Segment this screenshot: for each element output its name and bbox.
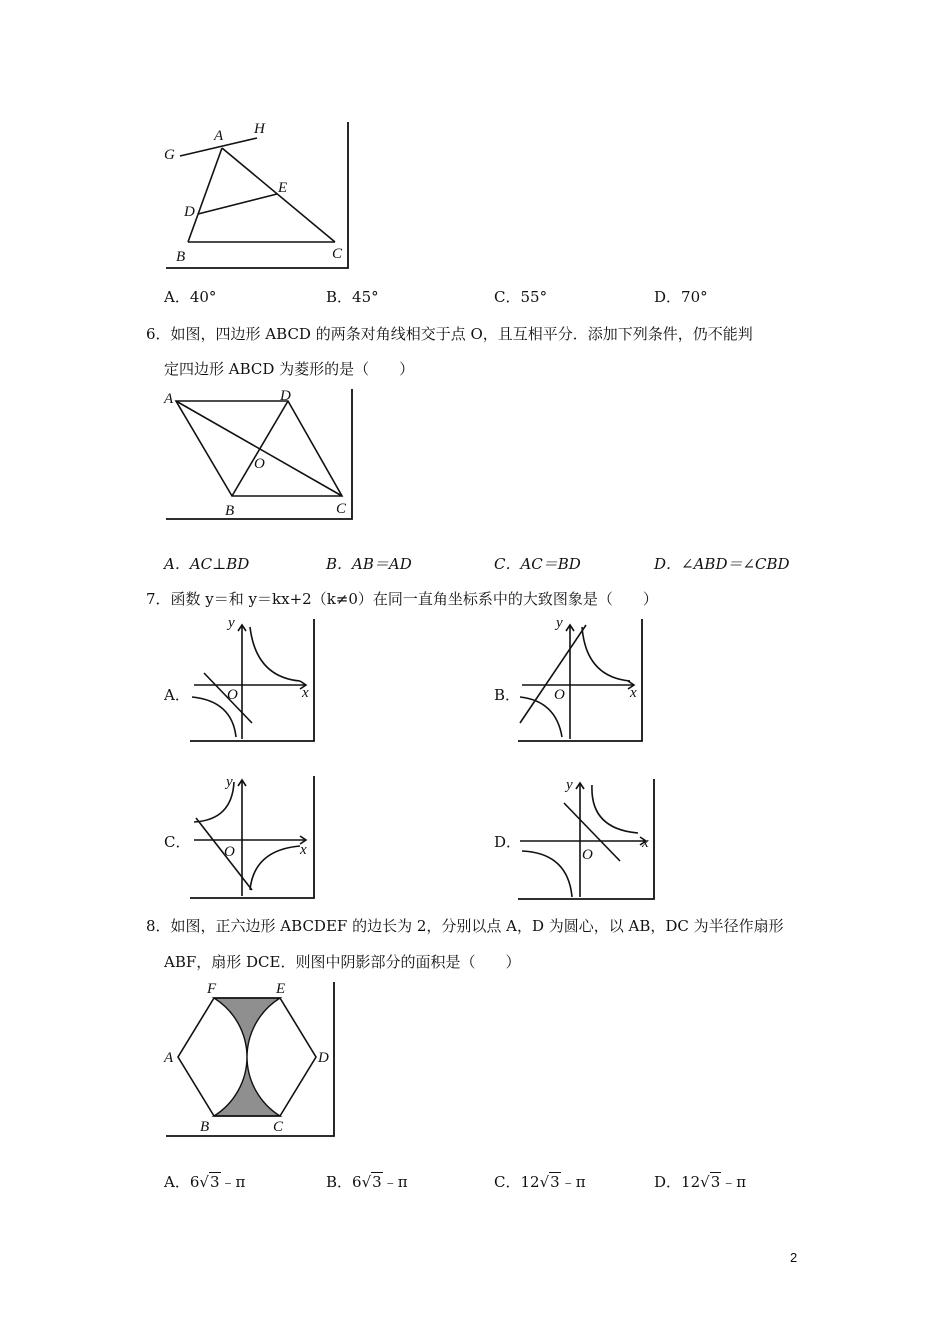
label-a: A: [214, 128, 224, 144]
q5-figure-frame: [166, 122, 348, 268]
q6-option-c[interactable]: C．AC＝BD: [494, 555, 581, 573]
diagonal-ac: [176, 401, 342, 496]
label-f: F: [207, 981, 217, 997]
q6-option-d[interactable]: D．∠ABD＝∠CBD: [654, 555, 790, 573]
q6-option-a[interactable]: A．AC⊥BD: [164, 555, 250, 573]
x-label: x: [642, 835, 649, 851]
label-e: E: [276, 981, 286, 997]
label-a: A: [164, 1050, 174, 1066]
y-label: y: [566, 777, 573, 793]
q5-option-c[interactable]: C．55°: [494, 288, 548, 306]
y-label: y: [226, 774, 233, 790]
origin-label: O: [227, 687, 238, 703]
q6-figure-frame: [166, 389, 352, 519]
q8-option-b[interactable]: [326, 1172, 408, 1192]
label-d: D: [184, 204, 195, 220]
q8-figure: [160, 978, 340, 1140]
sqrt-sign: √3: [700, 1173, 721, 1191]
q7-graph-d: [516, 775, 656, 905]
label-e: E: [278, 180, 288, 196]
label-d: D: [318, 1050, 329, 1066]
radicand: 3: [710, 1173, 721, 1191]
q7-option-b[interactable]: B．: [494, 686, 521, 704]
q8-option-a[interactable]: [164, 1172, 245, 1192]
label-o: O: [254, 456, 265, 472]
q5-figure: [160, 118, 360, 273]
q5-option-b[interactable]: B．45°: [326, 288, 379, 306]
q6-stem-line1: 6．如图，四边形 ABCD 的两条对角线相交于点 O，且互相平分．添加下列条件，仍不能判: [146, 325, 753, 343]
q7-stem-line1: 7．函数 y＝和 y＝kx+2（k≠0）在同一直角坐标系中的大致图象是（ ）: [146, 590, 658, 608]
label-g: G: [164, 147, 175, 163]
y-label: y: [228, 615, 235, 631]
radicand: 3: [372, 1173, 382, 1191]
label-c: C: [332, 246, 343, 262]
hyperbola: [192, 627, 300, 737]
hyperbola: [520, 627, 630, 737]
page-number: 2: [790, 1250, 798, 1265]
q7-graph-a: [188, 615, 318, 745]
line-de: [198, 194, 277, 214]
label-h: H: [254, 121, 265, 137]
option-prefix: D．12: [654, 1173, 701, 1191]
option-suffix: ﹣π: [220, 1173, 246, 1191]
option-prefix: B．6: [326, 1173, 362, 1191]
label-b: B: [176, 249, 186, 265]
q5-option-a[interactable]: A．40°: [164, 288, 217, 306]
q7-graph-b: [516, 615, 646, 745]
option-prefix: A．6: [164, 1173, 200, 1191]
radicand: 3: [550, 1173, 560, 1191]
diagonal-bd: [232, 401, 288, 496]
q6-stem-line2: 定四边形 ABCD 为菱形的是（ ）: [164, 360, 415, 378]
label-c: C: [336, 501, 347, 517]
q8-option-c[interactable]: [494, 1172, 586, 1192]
graph-frame: [518, 779, 654, 899]
q8-stem-line1: 8．如图，正六边形 ABCDEF 的边长为 2，分别以点 A，D 为圆心，以 AB，DC 为半径作扇形: [146, 917, 784, 935]
sqrt-sign: √3: [361, 1173, 382, 1191]
option-suffix: ﹣π: [382, 1173, 408, 1191]
label-a: A: [164, 391, 174, 407]
origin-label: O: [554, 687, 565, 703]
label-b: B: [225, 503, 235, 519]
origin-label: O: [582, 847, 593, 863]
line: [520, 625, 586, 723]
label-d: D: [280, 388, 291, 404]
q7-option-d[interactable]: D．: [494, 833, 522, 851]
y-label: y: [556, 615, 563, 631]
x-label: x: [300, 842, 307, 858]
q6-option-b[interactable]: B．AB＝AD: [326, 555, 412, 573]
q8-stem-line2: ABF，扇形 DCE．则图中阴影部分的面积是（ ）: [164, 953, 521, 971]
q6-figure: [160, 385, 360, 525]
x-label: x: [630, 685, 637, 701]
radicand: 3: [209, 1173, 220, 1191]
sqrt-sign: √3: [539, 1173, 560, 1191]
origin-label: O: [224, 844, 235, 860]
x-label: x: [302, 685, 309, 701]
q8-option-d[interactable]: [654, 1172, 746, 1192]
shaded-region: [214, 998, 280, 1116]
q7-graph-c: [188, 772, 318, 902]
sqrt-sign: √3: [199, 1173, 220, 1191]
option-suffix: ﹣π: [560, 1173, 586, 1191]
line-ab: [188, 148, 222, 242]
option-suffix: ﹣π: [721, 1173, 747, 1191]
option-prefix: C．12: [494, 1173, 540, 1191]
q7-option-c[interactable]: C．: [164, 833, 191, 851]
label-b: B: [200, 1119, 210, 1135]
q5-option-d[interactable]: D．70°: [654, 288, 708, 306]
q7-option-a[interactable]: A．: [164, 686, 190, 704]
label-c: C: [273, 1119, 284, 1135]
